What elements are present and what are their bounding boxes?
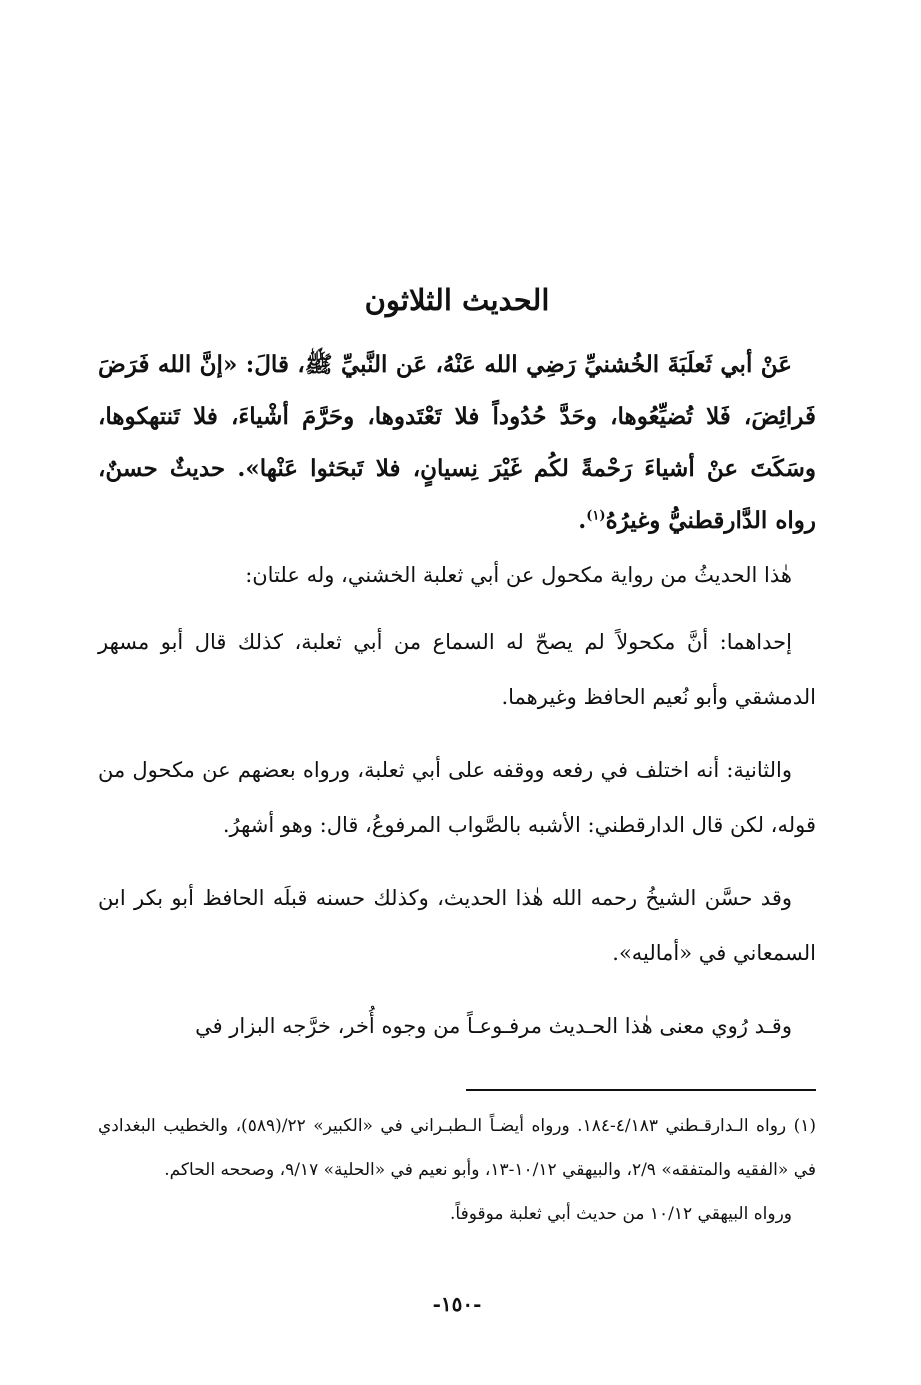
paragraph-grading: وقد حسَّن الشيخُ رحمه الله هٰذا الحديث، وكذلك حسنه قبلَه الحافظ أبو بكر ابن السمعاني في «أماليه». xyxy=(98,886,816,965)
chapter-title: الحديث الثلاثون xyxy=(364,283,550,317)
footnote-reference: (١) xyxy=(586,508,606,524)
hadith-body: عَنْ أبي ثَعلَبَةَ الخُشنيِّ رَضِي الله عَنْهُ، عَن النَّبيِّ ﷺ، قالَ: «إنَّ الله فَرَضَ فَرائِضَ، فَلا تُضيِّعُوها، وحَدَّ حُدُوداً فلا تَعْتَدوها، وحَرَّمَ أشْياءَ، فلا تَنتهكوها، وسَكَتَ عنْ أشياءَ رَحْمةً لكُم غَيْرَ نِسيانٍ، فلا تَبحَثوا عَنْها». حديثٌ حسنٌ، رواه الدَّارقطنيُّ وغيرُهُ xyxy=(98,351,816,534)
footnote-1: (١) رواه الـدارقـطني ٤/١٨٣-١٨٤. ورواه أيضـاً الـطبـراني في «الكبير» ٢٢/(٥٨٩)، والخطيب البغدادي في «الفقيه والمتفقه» ٢/٩، والبيهقي ١٠/١٢-١٣، وأبو نعيم في «الحلية» ٩/١٧، وصححه الحاكم. xyxy=(98,1116,816,1180)
commentary xyxy=(98,548,816,1072)
footnote-divider xyxy=(466,1089,816,1091)
page-number: -١٥٠- xyxy=(432,1292,482,1316)
paragraph-other-routes: وقـد رُوي معنى هٰذا الحـديث مرفـوعـاً من وجوه أُخر، خرَّجه البزار في xyxy=(195,1014,792,1038)
hadith-text xyxy=(98,339,816,547)
paragraph-first-defect: إحداهما: أنَّ مكحولاً لم يصحّ له السماع من أبي ثعلبة، كذلك قال أبو مسهر الدمشقي وأبو نُعيم الحافظ وغيرهما. xyxy=(98,630,816,709)
paragraph-intro: هٰذا الحديثُ من رواية مكحول عن أبي ثعلبة الخشني، وله علتان: xyxy=(245,563,792,587)
paragraph-second-defect: والثانية: أنه اختلف في رفعه ووقفه على أبي ثعلبة، ورواه بعضهم عن مكحول من قوله، لكن قال الدارقطني: الأشبه بالصَّواب المرفوعُ، قال: وهو أشهرُ. xyxy=(98,758,816,837)
hadith-end: . xyxy=(578,507,587,534)
footnote-1-continuation: ورواه البيهقي ١٠/١٢ من حديث أبي ثعلبة موقوفاً. xyxy=(450,1204,792,1224)
footnotes xyxy=(98,1104,816,1236)
